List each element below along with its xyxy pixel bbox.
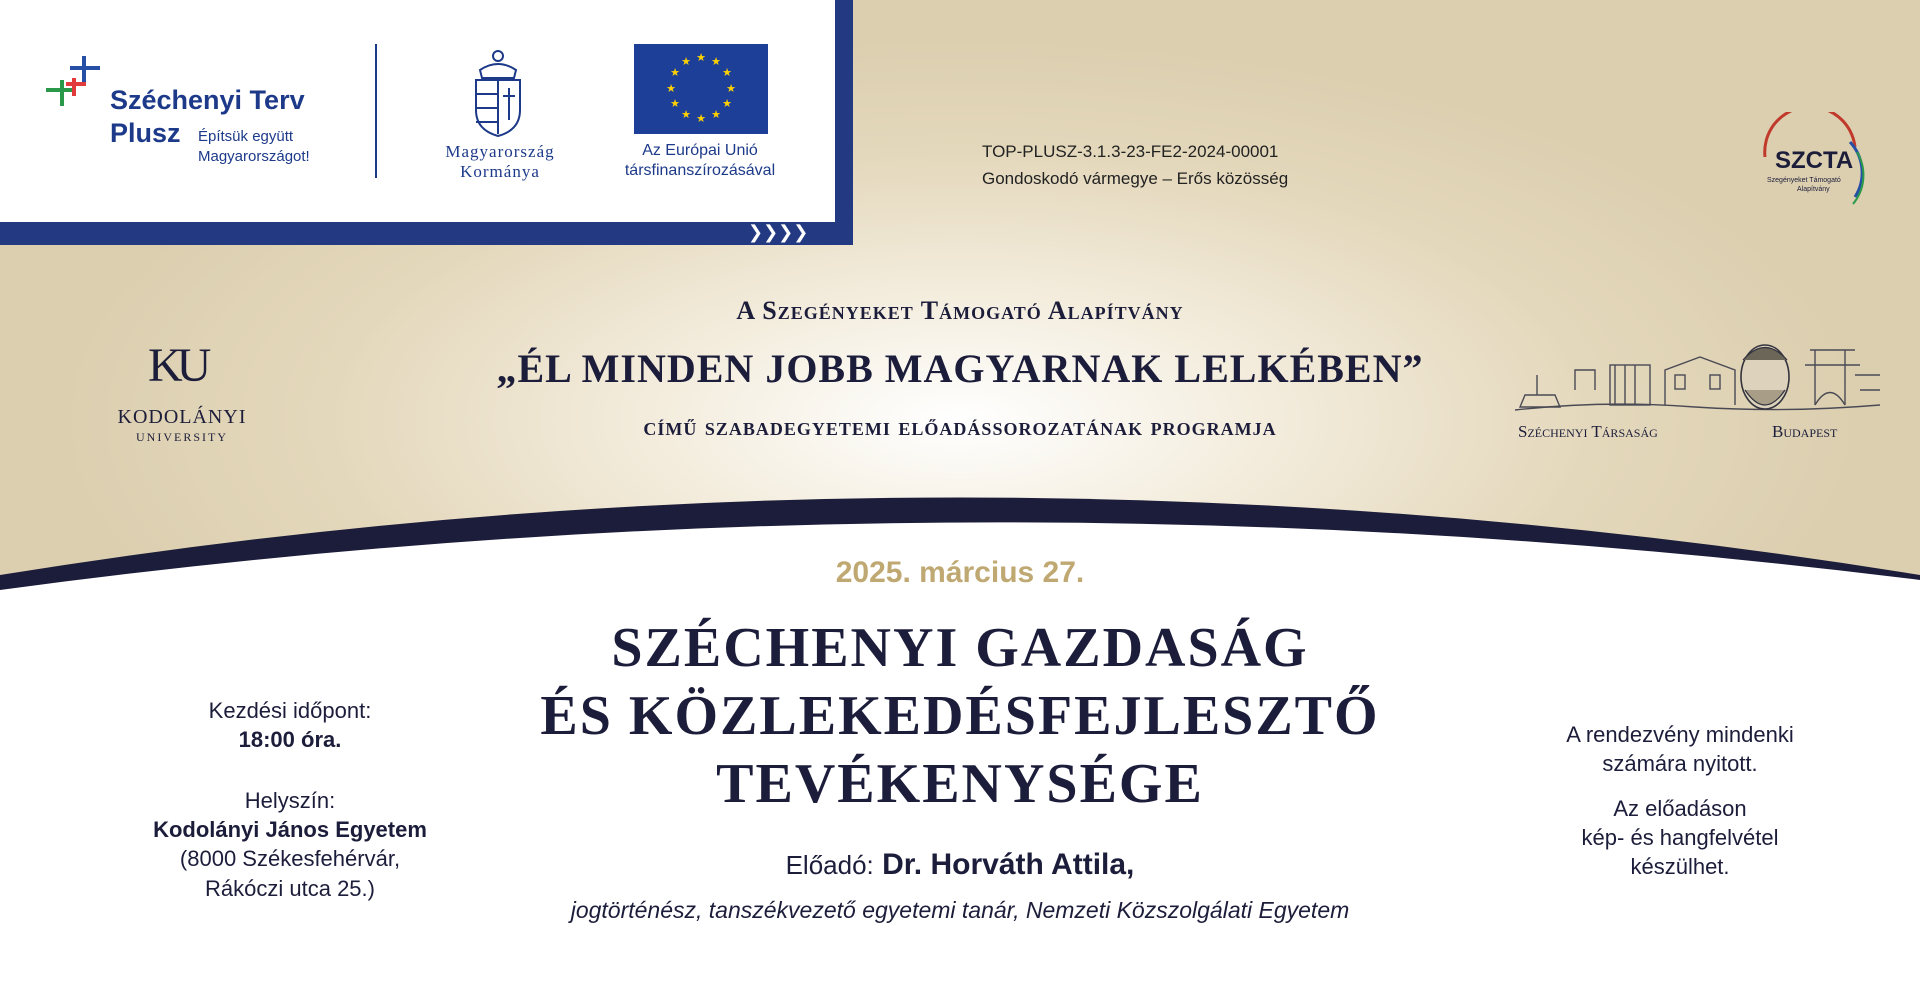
open-event-note-line: számára nyitott. bbox=[1602, 751, 1758, 776]
svg-text:★: ★ bbox=[696, 112, 706, 125]
recording-note-line: kép- és hangfelvétel bbox=[1581, 825, 1779, 850]
szechenyi-terv-slogan-line: Magyarországot! bbox=[198, 148, 310, 165]
svg-text:★: ★ bbox=[711, 55, 721, 68]
open-event-note-line: A rendezvény mindenki bbox=[1566, 722, 1794, 747]
szechenyi-terv-slogan-line: Építsük együtt bbox=[198, 128, 294, 145]
logo-divider bbox=[375, 44, 377, 178]
venue-address-line: (8000 Székesfehérvár, bbox=[179, 846, 401, 871]
svg-text:★: ★ bbox=[670, 97, 680, 110]
szcta-subtitle: Szegényeket Támogató bbox=[1767, 177, 1841, 184]
svg-text:★: ★ bbox=[696, 51, 706, 64]
event-title-line: ÉS KÖZLEKEDÉSFEJLESZTŐ bbox=[540, 685, 1380, 747]
recording-note-line: készülhet. bbox=[1630, 854, 1730, 879]
event-title-line: SZÉCHENYI GAZDASÁG bbox=[611, 617, 1309, 679]
start-time-value: 18:00 óra. bbox=[238, 727, 342, 752]
panel-accent-bar-bottom bbox=[0, 222, 853, 245]
szechenyi-tarsasag-city: Budapest bbox=[1772, 422, 1838, 441]
venue-label: Helyszín: bbox=[244, 788, 336, 813]
svg-text:★: ★ bbox=[711, 108, 721, 121]
szechenyi-terv-title: Széchenyi Terv bbox=[110, 85, 305, 115]
szechenyi-terv-plusz: Plusz bbox=[110, 118, 181, 148]
speaker-label: Előadó: bbox=[785, 850, 874, 880]
svg-text:★: ★ bbox=[681, 55, 691, 68]
project-slogan: Gondoskodó vármegye – Erős közösség bbox=[982, 169, 1289, 188]
eu-label-line: társfinanszírozásával bbox=[624, 162, 776, 179]
venue-address-line: Rákóczi utca 25.) bbox=[205, 876, 375, 901]
hungarian-coat-of-arms-icon bbox=[468, 48, 528, 138]
recording-note-line: Az előadáson bbox=[1613, 796, 1747, 821]
event-date: 2025. március 27. bbox=[835, 556, 1085, 589]
kodolanyi-logo-name: KODOLÁNYI bbox=[117, 406, 247, 428]
svg-text:★: ★ bbox=[681, 108, 691, 121]
kodolanyi-logo-mark: KU bbox=[148, 339, 206, 392]
chevron-right-icon: ❯❯❯❯ bbox=[748, 222, 809, 243]
svg-text:★: ★ bbox=[666, 82, 676, 95]
venue-name: Kodolányi János Egyetem bbox=[153, 817, 427, 842]
szechenyi-tarsasag-name: Széchenyi Társaság bbox=[1518, 422, 1658, 441]
szcta-logo bbox=[1745, 112, 1875, 212]
svg-text:★: ★ bbox=[722, 66, 732, 79]
szcta-name: SZCTA bbox=[1775, 147, 1854, 174]
start-time-label: Kezdési időpont: bbox=[208, 698, 372, 723]
eu-flag-icon bbox=[634, 44, 768, 134]
header-subtitle: című szabadegyetemi előadássorozatának programja bbox=[643, 412, 1277, 441]
svg-text:★: ★ bbox=[722, 97, 732, 110]
szcta-subtitle: Alapítvány bbox=[1797, 186, 1830, 193]
kormany-label-line: Magyarország bbox=[445, 142, 555, 161]
speaker-role: jogtörténész, tanszékvezető egyetemi tanár, Nemzeti Közszolgálati Egyetem bbox=[570, 897, 1350, 923]
szechenyi-terv-slogan bbox=[198, 127, 338, 167]
project-code: TOP-PLUSZ-3.1.3-23-FE2-2024-00001 bbox=[982, 142, 1279, 161]
banner-curve bbox=[0, 480, 1920, 620]
speaker-line bbox=[460, 848, 1460, 882]
szechenyi-tarsasag-illustration bbox=[1515, 335, 1880, 430]
kodolanyi-logo-sub: UNIVERSITY bbox=[136, 430, 228, 444]
header-organizer: A Szegényeket Támogató Alapítvány bbox=[736, 296, 1184, 325]
svg-text:★: ★ bbox=[726, 82, 736, 95]
svg-text:★: ★ bbox=[670, 66, 680, 79]
szechenyi-terv-cross-icon bbox=[42, 52, 112, 122]
kormany-label-line: Kormánya bbox=[460, 162, 540, 181]
event-title-line: TEVÉKENYSÉGE bbox=[716, 753, 1204, 815]
eu-label-line: Az Európai Unió bbox=[642, 142, 758, 159]
speaker-name: Dr. Horváth Attila, bbox=[882, 848, 1135, 881]
chevron-down-icon: ⌄ ⌄ ⌄ bbox=[834, 98, 850, 155]
header-series-title: „ÉL MINDEN JOBB MAGYARNAK LELKÉBEN” bbox=[496, 346, 1424, 391]
